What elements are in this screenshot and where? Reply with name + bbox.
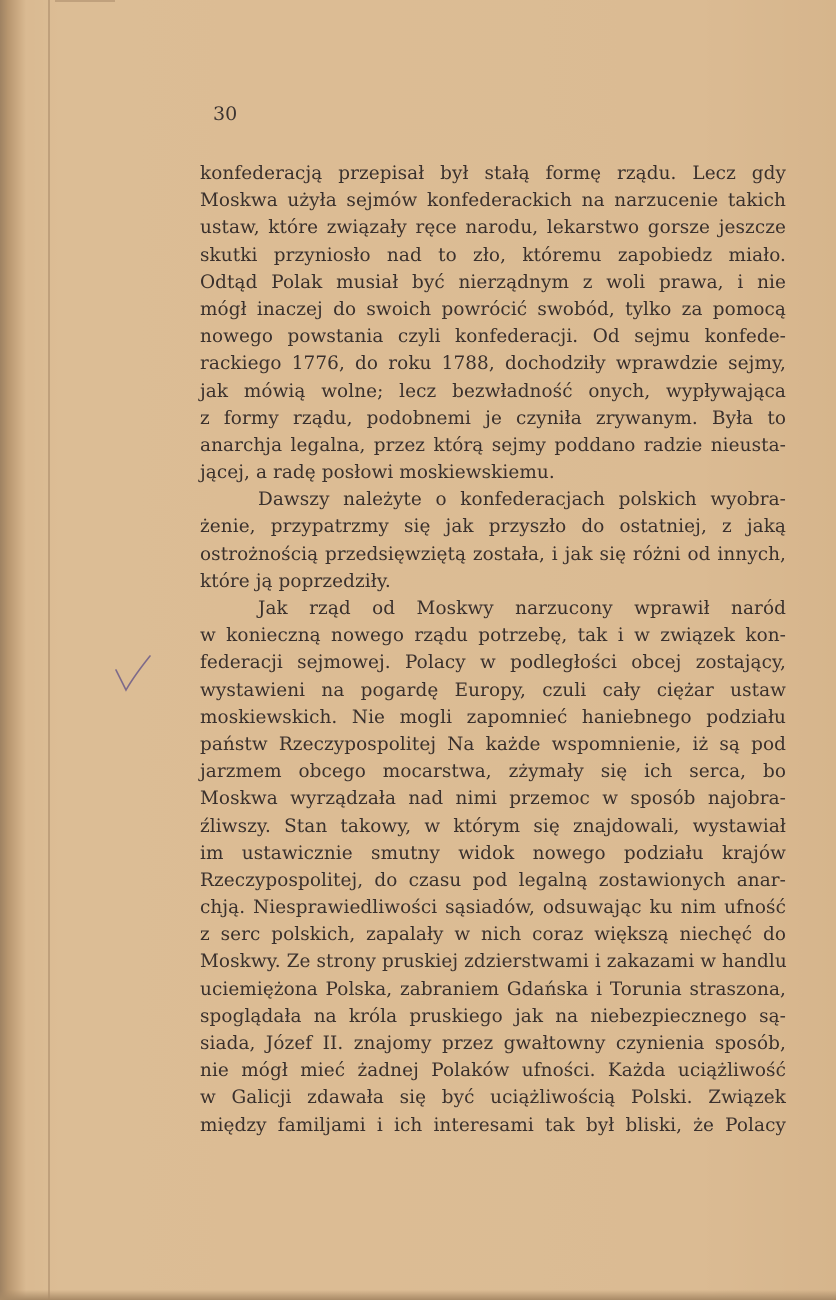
text-line: źliwszy. Stan takowy, w którym się znajdowali, wystawiał [200,815,786,837]
text-line: Rzeczypospolitej, do czasu pod legalną zostawionych anar- [200,869,786,891]
page-fold-line [48,0,50,1300]
text-line: uciemiężona Polska, zabraniem Gdańska i Torunia straszona, [200,978,786,1000]
text-line: Moskwa użyła sejmów konfederackich na narzucenie takich [200,190,786,212]
text-line: rackiego 1776, do roku 1788, dochodziły wprawdzie sejmy, [200,353,786,375]
text-line: między familjami i ich interesami tak był bliski, że Polacy [200,1114,786,1136]
paragraph-start-line: Jak rząd od Moskwy narzucony wprawił naród [258,598,786,619]
text-line: w Galicji zdawała się być uciążliwością Polski. Związek [200,1087,786,1109]
text-line: nowego powstania czyli konfederacji. Od sejmu konfede- [200,326,786,348]
page-corner-shadow [55,0,115,2]
text-line: spoglądała na króla pruskiego jak na niebezpiecznego są- [200,1005,786,1027]
text-line: im ustawicznie smutny widok nowego podziału krajów [200,842,786,864]
text-line: Odtąd Polak musiał być nierządnym z woli prawa, i nie [200,271,786,293]
text-line: federacji sejmowej. Polacy w podległości obcej zostający, [200,652,786,674]
pencil-checkmark-icon [114,652,154,696]
text-line: które ją poprzedziły. [200,570,391,592]
text-line: z serc polskich, zapalały w nich coraz większą niechęć do [200,924,786,946]
text-line: konfederacją przepisał był stałą formę rządu. Lecz gdy [200,163,786,184]
body-text [200,160,786,1139]
text-line: żenie, przypatrzmy się jak przyszło do ostatniej, z jaką [200,516,786,538]
text-line: jak mówią wolne; lecz bezwładność onych, wypływająca [200,380,786,402]
text-line: w konieczną nowego rządu potrzebę, tak i w związek kon- [200,625,786,647]
page-bottom-edge [0,1290,836,1300]
text-line: mógł inaczej do swoich powrócić swobód, tylko za pomocą [200,298,786,320]
text-line: z formy rządu, podobnemi je czyniła zrywanym. Była to [200,407,786,429]
text-line: siada, Józef II. znajomy przez gwałtowny czynienia sposób, [200,1033,786,1054]
text-line: państw Rzeczypospolitej Na każde wspomnienie, iż są pod [200,733,786,755]
page-number: 30 [213,103,238,125]
paragraph-start-line: Dawszy należyte o konfederacjach polskich wyobra- [258,489,786,511]
text-line: Moskwy. Ze strony pruskiej zdzierstwami i zakazami w handlu [200,951,787,973]
text-line: chją. Niesprawiedliwości sąsiadów, odsuwając ku nim ufność [200,897,786,919]
text-line: jarzmem obcego mocarstwa, zżymały się ich serca, bo [200,761,786,783]
text-line: skutki przyniosło nad to zło, któremu zapobiedz miało. [200,244,786,266]
text-line: jącej, a radę posłowi moskiewskiemu. [200,462,555,484]
text-line: Moskwa wyrządzała nad nimi przemoc w sposób najobra- [200,788,786,810]
text-line: wystawieni na pogardę Europy, czuli cały ciężar ustaw [200,679,786,701]
text-line: moskiewskich. Nie mogli zapomnieć haniebnego podziału [200,706,786,728]
text-line: nie mógł mieć żadnej Polaków ufności. Każda uciążliwość [200,1060,786,1082]
text-line: ustaw, które związały ręce narodu, lekarstwo gorsze jeszcze [200,217,786,239]
book-spine-shadow [0,0,26,1300]
text-line: anarchja legalna, przez którą sejmy poddano radzie nieusta- [200,434,786,456]
text-line: ostrożnością przedsięwziętą została, i jak się różni od innych, [200,543,786,565]
